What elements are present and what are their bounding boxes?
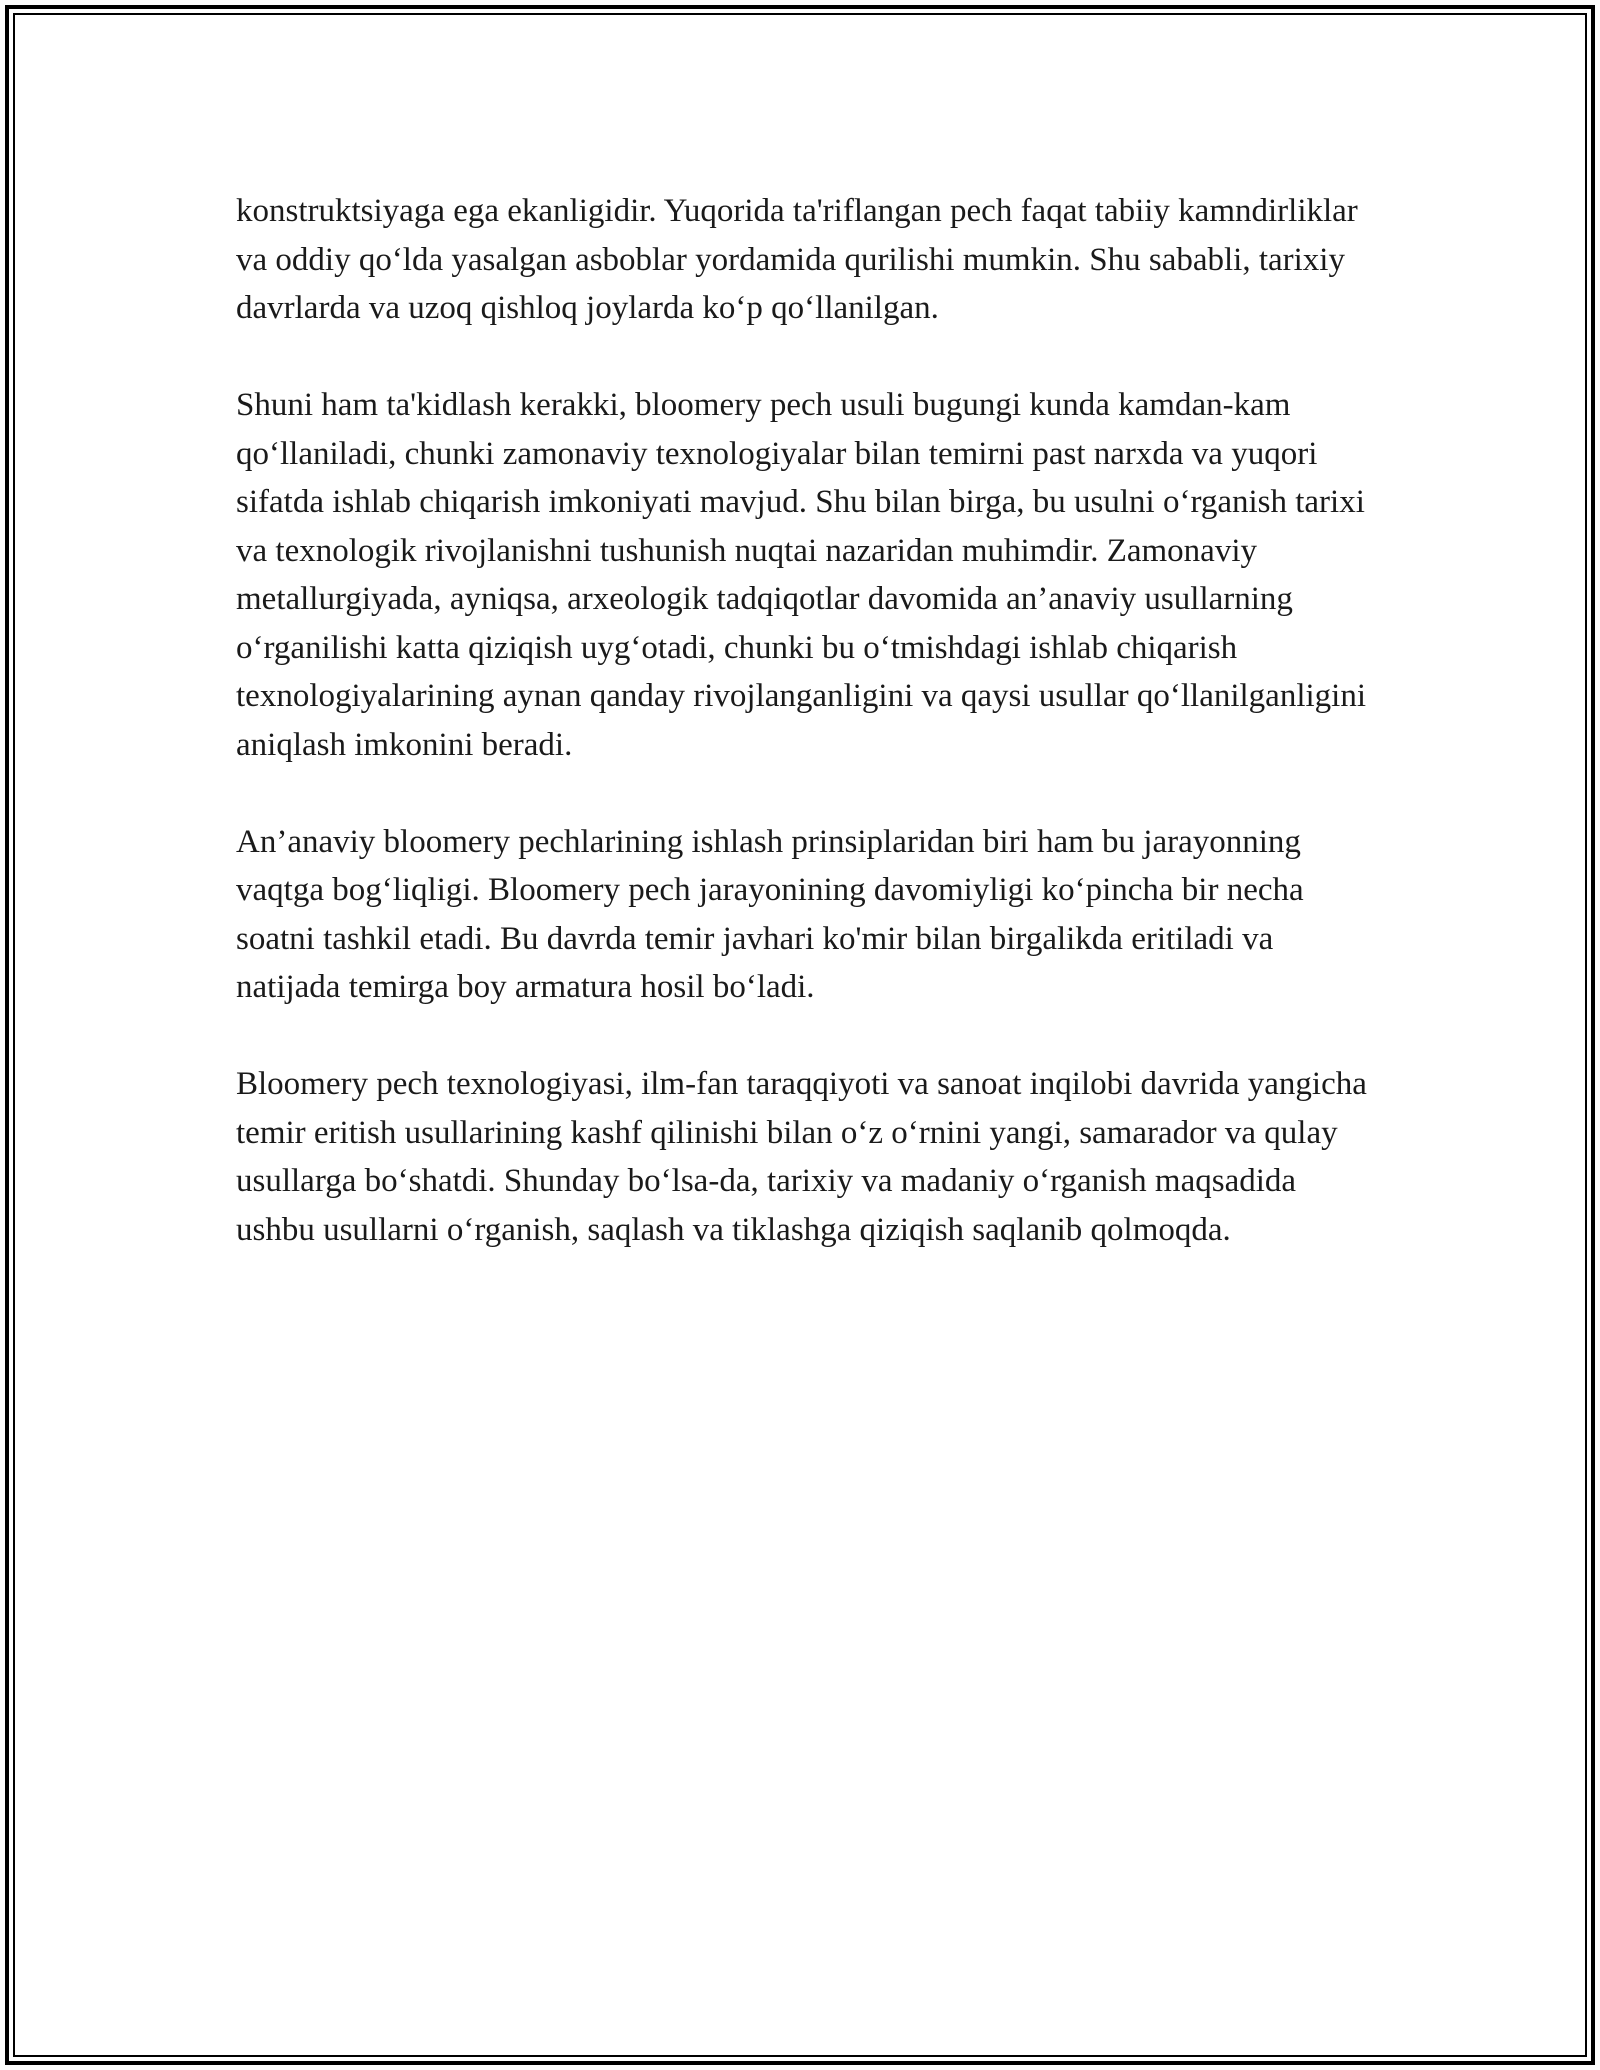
paragraph: Bloomery pech texnologiyasi, ilm-fan taraqqiyoti va sanoat inqilobi davrida yangicha temir eritish usullarining kashf qilinishi bilan o‘z o‘rnini yangi, samarador va qulay usullarga bo‘shatdi. Shunday bo‘lsa-da, tarixiy va madaniy o‘rganish maqsadida ushbu usullarni o‘rganish, saqlash va tiklashga qiziqish saqlanib qolmoqda. [236,1066,1367,1248]
paragraph: konstruktsiyaga ega ekanligidir. Yuqorida ta'riflangan pech faqat tabiiy kamndirliklar va oddiy qo‘lda yasalgan asboblar yordamida qurilishi mumkin. Shu sababli, tarixiy davrlarda va uzoq qishloq joylarda ko‘p qo‘llanilgan. [236,193,1358,326]
paragraph: Shuni ham ta'kidlash kerakki, bloomery pech usuli bugungi kunda kamdan-kam qo‘llaniladi, chunki zamonaviy texnologiyalar bilan temirni past narxda va yuqori sifatda ishlab chiqarish imkoniyati mavjud. Shu bilan birga, bu usulni o‘rganish tarixi va texnologik rivojlanishni tushunish nuqtai nazaridan muhimdir. Zamonaviy metallurgiyada, ayniqsa, arxeologik tadqiqotlar davomida an’anaviy usullarning o‘rganilishi katta qiziqish uyg‘otadi, chunki bu o‘tmishdagi ishlab chiqarish texnologiyalarining aynan qanday rivojlanganligini va qaysi usullar qo‘llanilganligini aniqlash imkonini beradi. [236,387,1366,763]
document-body [236,187,1376,1254]
paragraph: An’anaviy bloomery pechlarining ishlash prinsiplaridan biri ham bu jarayonning vaqtga bog‘liqligi. Bloomery pech jarayonining davomiyligi ko‘pincha bir necha soatni tashkil etadi. Bu davrda temir javhari ko'mir bilan birgalikda eritiladi va natijada temirga boy armatura hosil bo‘ladi. [236,823,1304,1005]
